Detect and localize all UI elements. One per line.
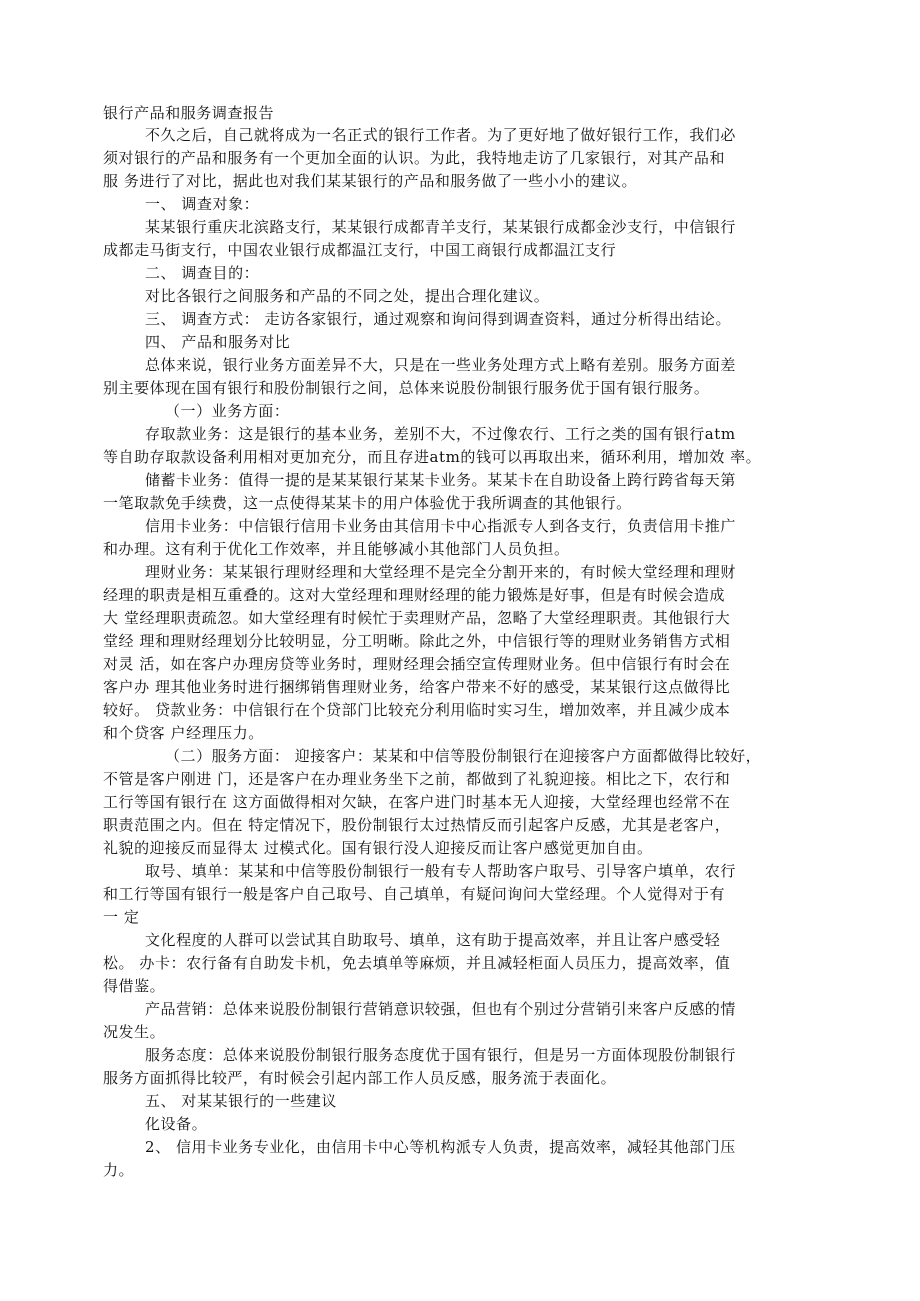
text-line: 文化程度的人群可以尝试其自助取号、填单，这有助于提高效率，并且让客户感受轻 [145,931,721,949]
text-line: 某某银行重庆北滨路支行，某某银行成都青羊支行，某某银行成都金沙支行，中信银行 [145,218,736,236]
text-line: 理财业务：某某银行理财经理和大堂经理不是完全分割开来的，有时候大堂经理和理财 [145,563,736,581]
text-line: 工行等国有银行在 这方面做得相对欠缺，在客户进门时基本无人迎接，大堂经理也经常不在 [103,793,731,811]
section-heading: 五、 对某某银行的一些建议 [145,1092,337,1110]
text-line: 信用卡业务：中信银行信用卡业务由其信用卡中心指派专人到各支行，负责信用卡推广 [145,517,736,535]
text-line: 对灵 活，如在客户办理房贷等业务时，理财经理会插空宣传理财业务。但中信银行有时会在 [103,655,731,673]
subsection-heading: （二）服务方面： 迎接客户：某某和中信等股份制银行在迎接客户方面都做得比较好， [165,747,762,765]
text-line: 等自助存取款设备利用相对更加充分，而且存进atm的钱可以再取出来，循环利用，增加效 率。 [103,448,762,466]
section-heading: 一、 调查对象： [145,195,260,213]
text-line: 化设备。 [145,1115,208,1133]
text-line: 得借鉴。 [103,977,166,995]
text-line: 对比各银行之间服务和产品的不同之处，提出合理化建议。 [145,287,550,305]
text-line: 取号、填单：某某和中信等股份制银行一般有专人帮助客户取号、引导客户填单，农行 [145,862,736,880]
text-line: 和工行等国有银行一般是客户自己取号、自己填单，有疑问询问大堂经理。个人觉得对于有 [103,885,726,903]
text-line: 存取款业务：这是银行的基本业务，差别不大，不过像农行、工行之类的国有银行atm [145,425,736,443]
text-line: 力。 [103,1161,135,1179]
text-line: 服 务进行了对比，据此也对我们某某银行的产品和服务做了一些小小的建议。 [103,172,638,190]
section-heading: 四、 产品和服务对比 [145,333,291,351]
text-line: 不久之后，自己就将成为一名正式的银行工作者。为了更好地了做好银行工作，我们必 [145,126,736,144]
section-heading: 三、 调查方式： 走访各家银行，通过观察和询问得到调查资料，通过分析得出结论。 [145,310,731,328]
text-line: 大 堂经理职责疏忽。如大堂经理有时候忙于卖理财产品，忽略了大堂经理职责。其他银行大 [103,609,731,627]
text-line: 松。 办卡：农行备有自助发卡机，免去填单等麻烦，并且减轻柜面人员压力，提高效率，值 [103,954,731,972]
text-line: 和个贷客 户经理压力。 [103,724,264,742]
document-title: 银行产品和服务调查报告 [103,104,275,122]
text-line: 堂经 理和理财经理划分比较明显，分工明晰。除此之外，中信银行等的理财业务销售方式相 [103,632,731,650]
text-line: 成都走马街支行，中国农业银行成都温江支行，中国工商银行成都温江支行 [103,241,617,259]
text-line: 服务态度：总体来说股份制银行服务态度优于国有银行，但是另一方面体现股份制银行 [145,1046,736,1064]
text-line: 一 定 [103,908,140,926]
text-line: 须对银行的产品和服务有一个更加全面的认识。为此，我特地走访了几家银行，对其产品和 [103,149,726,167]
text-line: 2、 信用卡业务专业化，由信用卡中心等机构派专人负责，提高效率，减轻其他部门压 [145,1138,736,1156]
text-line: 服务方面抓得比较严，有时候会引起内部工作人员反感，服务流于表面化。 [103,1069,617,1087]
text-line: 较好。 贷款业务：中信银行在个贷部门比较充分利用临时实习生，增加效率，并且减少成本 [103,701,731,719]
text-line: 储蓄卡业务：值得一提的是某某银行某某卡业务。某某卡在自助设备上跨行跨省每天第 [145,471,736,489]
text-line: 产品营销：总体来说股份制银行营销意识较强，但也有个别过分营销引来客户反感的情 [145,1000,736,1018]
text-line: 客户办 理其他业务时进行捆绑销售理财业务，给客户带来不好的感受，某某银行这点做得比 [103,678,731,696]
text-line: 况发生。 [103,1023,166,1041]
text-line: 别主要体现在国有银行和股份制银行之间，总体来说股份制银行服务优于国有银行服务。 [103,379,710,397]
text-line: 和办理。这有利于优化工作效率，并且能够减小其他部门人员负担。 [103,540,570,558]
text-line: 礼貌的迎接反而显得太 过模式化。国有银行没人迎接反而让客户感觉更加自由。 [103,839,653,857]
text-line: 一笔取款免手续费，这一点使得某某卡的用户体验优于我所调查的其他银行。 [103,494,632,512]
subsection-heading: （一）业务方面： [165,402,290,420]
text-line: 职责范围之内。但在 特定情况下，股份制银行太过热情反而引起客户反感，尤其是老客户， [103,816,731,834]
text-line: 不管是客户刚进 门，还是客户在办理业务坐下之前，都做到了礼貌迎接。相比之下，农行和 [103,770,731,788]
section-heading: 二、 调查目的： [145,264,260,282]
text-line: 经理的职责是相互重叠的。这对大堂经理和理财经理的能力锻炼是好事，但是有时候会造成 [103,586,726,604]
text-line: 总体来说，银行业务方面差异不大，只是在一些业务处理方式上略有差别。服务方面差 [145,356,736,374]
